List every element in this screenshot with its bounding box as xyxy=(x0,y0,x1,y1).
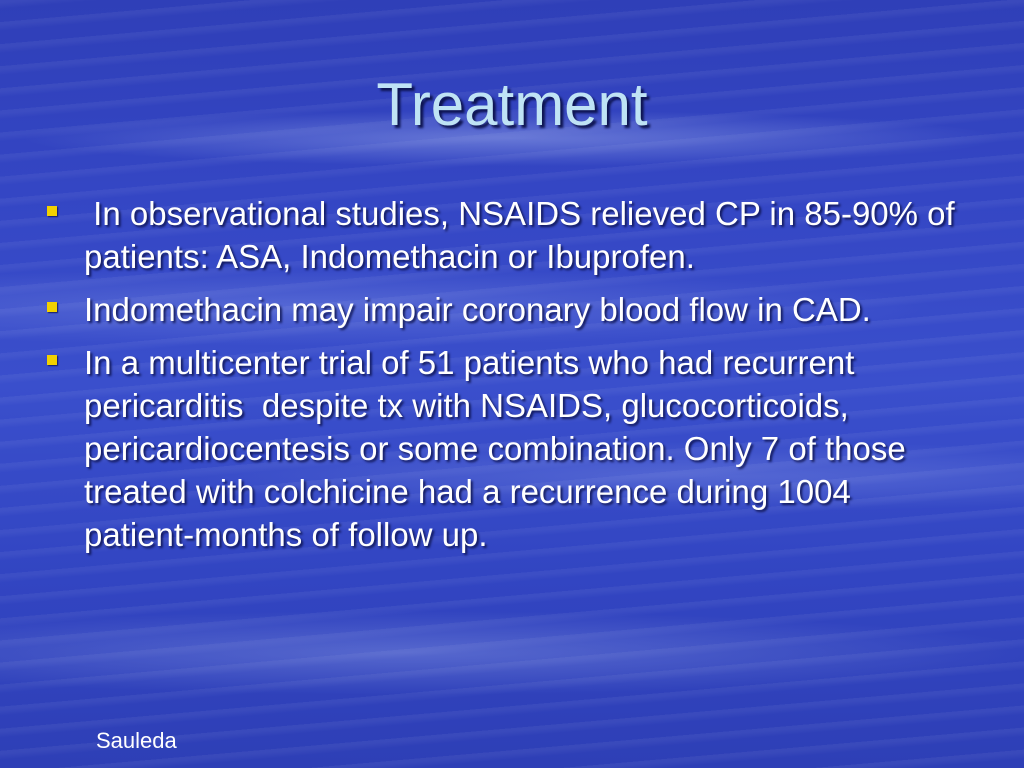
bullet-text-2: Indomethacin may impair coronary blood flow in CAD. xyxy=(84,291,871,328)
bullet-list xyxy=(44,192,964,566)
bullet-text-3: In a multicenter trial of 51 patients who had recurrent pericarditis despite tx with NSAIDS, glucocorticoids, pericardiocentesis or some combination. Only 7 of those treated with colchicine had a recurrence during 1004 patient-months of follow up. xyxy=(84,344,915,553)
bullet-item-1 xyxy=(44,192,964,278)
bullet-item-3 xyxy=(44,341,964,556)
bullet-square-icon xyxy=(47,302,57,312)
bullet-text-1: In observational studies, NSAIDS relieved CP in 85-90% of patients: ASA, Indomethacin or Ibuprofen. xyxy=(84,195,964,275)
bullet-square-icon xyxy=(47,206,57,216)
bullet-square-icon xyxy=(47,355,57,365)
bullet-item-2 xyxy=(44,288,964,331)
footer-source: Sauleda xyxy=(96,728,177,753)
slide-title: Treatment xyxy=(376,71,648,138)
